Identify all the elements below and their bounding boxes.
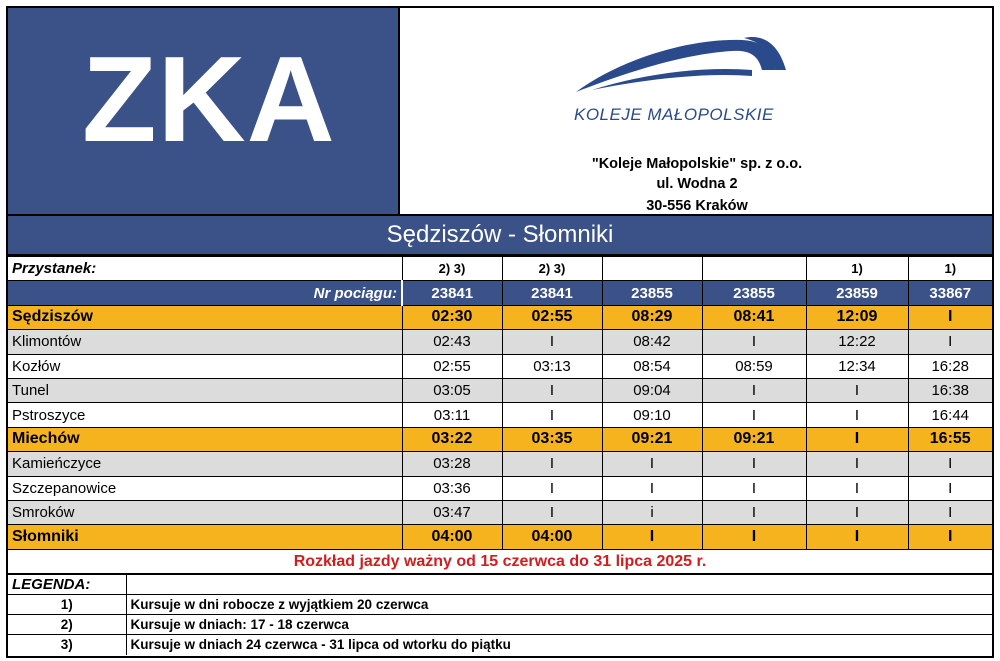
legend-empty — [126, 575, 992, 595]
departure-time: 12:34 — [806, 354, 908, 378]
zka-text: ZKA — [82, 31, 336, 167]
stop-name: Smroków — [8, 500, 402, 524]
departure-time: I — [502, 403, 602, 427]
train-number: 23859 — [806, 281, 908, 305]
departure-time: 16:55 — [908, 427, 992, 451]
legend-text: Kursuje w dniach: 17 - 18 czerwca — [126, 615, 992, 635]
train-number: 23855 — [602, 281, 702, 305]
header — [8, 8, 992, 216]
train-note: 1) — [806, 257, 908, 281]
departure-time: I — [908, 476, 992, 500]
legend-row — [8, 615, 992, 635]
stop-name: Klimontów — [8, 330, 402, 354]
timetable-row — [8, 452, 992, 476]
departure-time: 03:11 — [402, 403, 502, 427]
departure-time: 09:21 — [702, 427, 806, 451]
notes-row — [8, 257, 992, 281]
departure-time: 12:22 — [806, 330, 908, 354]
departure-time: 09:10 — [602, 403, 702, 427]
train-note — [602, 257, 702, 281]
departure-time: I — [806, 500, 908, 524]
legend-header-row — [8, 575, 992, 595]
train-note: 1) — [908, 257, 992, 281]
legend-text: Kursuje w dniach 24 czerwca - 31 lipca od wtorku do piątku — [126, 635, 992, 655]
departure-time: I — [908, 330, 992, 354]
departure-time: 08:41 — [702, 305, 806, 329]
departure-time: I — [602, 525, 702, 549]
departure-time: 12:09 — [806, 305, 908, 329]
departure-time: I — [908, 305, 992, 329]
departure-time: 03:22 — [402, 427, 502, 451]
departure-time: I — [908, 452, 992, 476]
legend-key: 2) — [8, 615, 126, 635]
departure-time: 03:36 — [402, 476, 502, 500]
stop-name: Kozłów — [8, 354, 402, 378]
departure-time: 16:38 — [908, 378, 992, 402]
stop-name: Szczepanowice — [8, 476, 402, 500]
stop-name: Miechów — [8, 427, 402, 451]
timetable-row — [8, 500, 992, 524]
timetable-row — [8, 330, 992, 354]
company-block — [402, 8, 992, 214]
timetable-row — [8, 427, 992, 451]
company-name: "Koleje Małopolskie" sp. z o.o. — [591, 156, 803, 172]
departure-time: I — [806, 378, 908, 402]
timetable-row — [8, 525, 992, 549]
timetable — [8, 256, 992, 550]
departure-time: 16:28 — [908, 354, 992, 378]
departure-time: I — [908, 525, 992, 549]
departure-time: 02:43 — [402, 330, 502, 354]
departure-time: I — [806, 452, 908, 476]
departure-time: i — [602, 500, 702, 524]
train-number: 23855 — [702, 281, 806, 305]
validity-notice: Rozkład jazdy ważny od 15 czerwca do 31 lipca 2025 r. — [8, 550, 992, 574]
timetable-row — [8, 476, 992, 500]
train-note — [702, 257, 806, 281]
departure-time: I — [702, 525, 806, 549]
departure-time: I — [702, 403, 806, 427]
departure-time: 08:59 — [702, 354, 806, 378]
train-label: Nr pociągu: — [8, 281, 402, 305]
departure-time: I — [702, 500, 806, 524]
departure-time: 02:55 — [502, 305, 602, 329]
stop-name: Tunel — [8, 378, 402, 402]
departure-time: 03:35 — [502, 427, 602, 451]
legend-text: Kursuje w dni robocze z wyjątkiem 20 czerwca — [126, 595, 992, 615]
train-number-row — [8, 281, 992, 305]
departure-time: 08:54 — [602, 354, 702, 378]
train-note: 2) 3) — [502, 257, 602, 281]
timetable-row — [8, 354, 992, 378]
departure-time: I — [502, 330, 602, 354]
departure-time: 03:05 — [402, 378, 502, 402]
stop-name: Sędziszów — [8, 305, 402, 329]
train-note: 2) 3) — [402, 257, 502, 281]
departure-time: 03:47 — [402, 500, 502, 524]
departure-time: I — [702, 476, 806, 500]
brand-name: KOLEJE MAŁOPOLSKIE — [574, 105, 774, 124]
train-number: 23841 — [402, 281, 502, 305]
departure-time: I — [908, 500, 992, 524]
departure-time: 04:00 — [502, 525, 602, 549]
departure-time: I — [702, 378, 806, 402]
departure-time: I — [502, 452, 602, 476]
departure-time: 08:42 — [602, 330, 702, 354]
departure-time: I — [702, 452, 806, 476]
company-street: ul. Wodna 2 — [656, 176, 738, 192]
timetable-row — [8, 378, 992, 402]
legend-key: 1) — [8, 595, 126, 615]
departure-time: 09:21 — [602, 427, 702, 451]
koleje-malopolskie-logo-icon — [572, 30, 812, 102]
departure-time: I — [806, 476, 908, 500]
stop-name: Kamieńczyce — [8, 452, 402, 476]
zka-badge — [8, 8, 400, 214]
legend-row — [8, 595, 992, 615]
departure-time: 03:13 — [502, 354, 602, 378]
train-number: 33867 — [908, 281, 992, 305]
legend-title: LEGENDA: — [8, 575, 126, 595]
legend-row — [8, 635, 992, 655]
route-title: Sędziszów - Słomniki — [8, 216, 992, 256]
stop-name: Pstroszyce — [8, 403, 402, 427]
legend-table — [8, 574, 992, 655]
legend-key: 3) — [8, 635, 126, 655]
departure-time: 16:44 — [908, 403, 992, 427]
departure-time: I — [702, 330, 806, 354]
timetable-row — [8, 403, 992, 427]
stop-name: Słomniki — [8, 525, 402, 549]
departure-time: 02:30 — [402, 305, 502, 329]
departure-time: 04:00 — [402, 525, 502, 549]
train-number: 23841 — [502, 281, 602, 305]
departure-time: I — [502, 476, 602, 500]
departure-time: 03:28 — [402, 452, 502, 476]
departure-time: I — [806, 525, 908, 549]
company-city: 30-556 Kraków — [646, 198, 748, 214]
departure-time: I — [806, 403, 908, 427]
departure-time: 08:29 — [602, 305, 702, 329]
departure-time: I — [602, 476, 702, 500]
timetable-sheet — [6, 6, 994, 658]
departure-time: I — [602, 452, 702, 476]
departure-time: I — [806, 427, 908, 451]
departure-time: 02:55 — [402, 354, 502, 378]
timetable-row — [8, 305, 992, 329]
departure-time: 09:04 — [602, 378, 702, 402]
departure-time: I — [502, 378, 602, 402]
departure-time: I — [502, 500, 602, 524]
stop-label: Przystanek: — [8, 257, 402, 281]
